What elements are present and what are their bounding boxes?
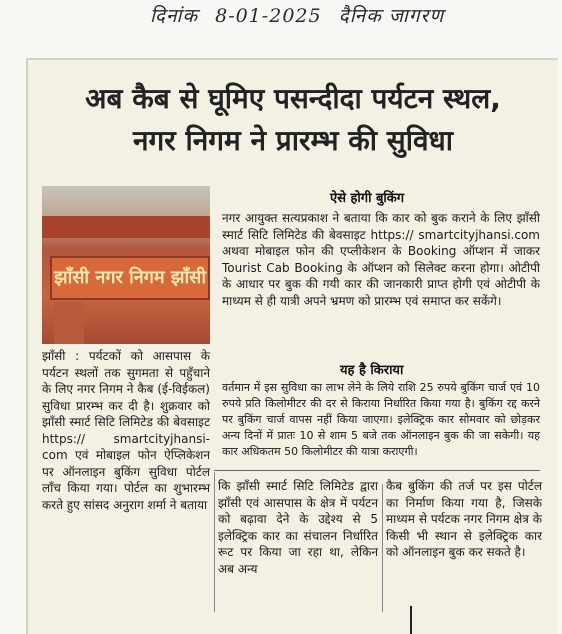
handwritten-date-note <box>150 2 560 38</box>
newspaper-name: दैनिक जागरण <box>338 5 445 27</box>
column-divider-2 <box>382 484 383 612</box>
headline-line-1: अब कैब से घूमिए पसन्दीदा पर्यटन स्थल, <box>85 82 501 115</box>
date-label: दिनांक <box>150 5 199 27</box>
right-column-text: कैब बुकिंग की तर्ज पर इस पोर्टल का निर्माण किया गया है, जिसके माध्यम से पर्यटक नगर निगम क्षेत्र के किसी भी स्थान से इलेक्ट्रिक कार को ऑनलाइन बुक कर सकते है। <box>386 479 542 559</box>
middle-column-text: कि झाँसी स्मार्ट सिटि लिमिटेड द्वारा झाँसी एवं आसपास के क्षेत्र में पर्यटन को बढ़ावा देने के उद्देश्य से 5 इलेक्ट्रिक कार का संचालन निर्धारित रूट पर किया जा रहा था, लेकिन अब अन्य <box>218 479 378 576</box>
photo-signboard: झाँसी नगर निगम झाँसी <box>50 256 210 300</box>
headline <box>28 78 558 162</box>
box-bottom-rule <box>214 470 540 471</box>
column-divider-1 <box>214 472 215 612</box>
headline-line-2: नगर निगम ने प्रारम्भ की सुविधा <box>132 124 454 157</box>
booking-heading: ऐसे होगी बुकिंग <box>330 191 405 206</box>
photo-pillar <box>54 302 84 344</box>
booking-paragraph: नगर आयुक्त सत्यप्रकाश ने बताया कि कार को बुक कराने के लिए झाँसी स्मार्ट सिटि लिमिटेड की बेवसाइट https:// smartcityjhansi.com अथवा मोबाइल फोन की एप्लीकेशन के Booking ऑप्शन में जाकर Tourist Cab Booking के ऑप्शन को सिलेक्ट करना होगा। ओटीपी के आधार पर बुक की गयी कार की जानकारी प्राप्त होगी एवं ओटीपी के माध्यम से ही यात्री अपने भ्रमण को प्रारम्भ एवं समाप्त कर सकेंगे। <box>222 211 540 308</box>
photo-roof <box>42 216 210 238</box>
date-value: 8-01-2025 <box>215 5 322 27</box>
municipal-building-photo <box>42 186 210 344</box>
fare-paragraph: वर्तमान में इस सुविधा का लाभ लेने के लिये राशि 25 रुपये बुकिंग चार्ज एवं 10 रुपये प्रति किलोमीटर की दर से किराया निर्धारित किया गया है। बुकिंग रद्द करने पर बुकिंग चार्ज वापस नहीं किया जाएगा। इलेक्ट्रिक कार सोमवार को छोड़कर अन्य दिनों में प्रातः 10 से शाम 5 बजे तक ऑनलाइन बुक की जा सकेगी। यह कार अधिकतम 50 किलोमीटर की यात्रा कराएगी। <box>222 381 540 458</box>
pen-mark <box>410 606 412 634</box>
fare-heading: यह है किराया <box>340 363 404 378</box>
intro-column-text: झाँसी : पर्यटकों को आसपास के पर्यटन स्थलों तक सुगमता से पहुँचाने के लिए नगर निगम ने कैब (ई-विईकल) सुविधा प्रारम्भ कर दी है। शुक्रवार को झाँसी स्मार्ट सिटि लिमिटेड की बेवसाइट https:// smartcityjhansi-com एवं मोबाइल फोन ऐप्लिकेशन पर ऑनलाइन बुकिंग सुविधा पोर्टल लाँच किया गया। पोर्टल का शुभारम्भ करते हुए सांसद अनुराग शर्मा ने बताया <box>42 349 210 512</box>
